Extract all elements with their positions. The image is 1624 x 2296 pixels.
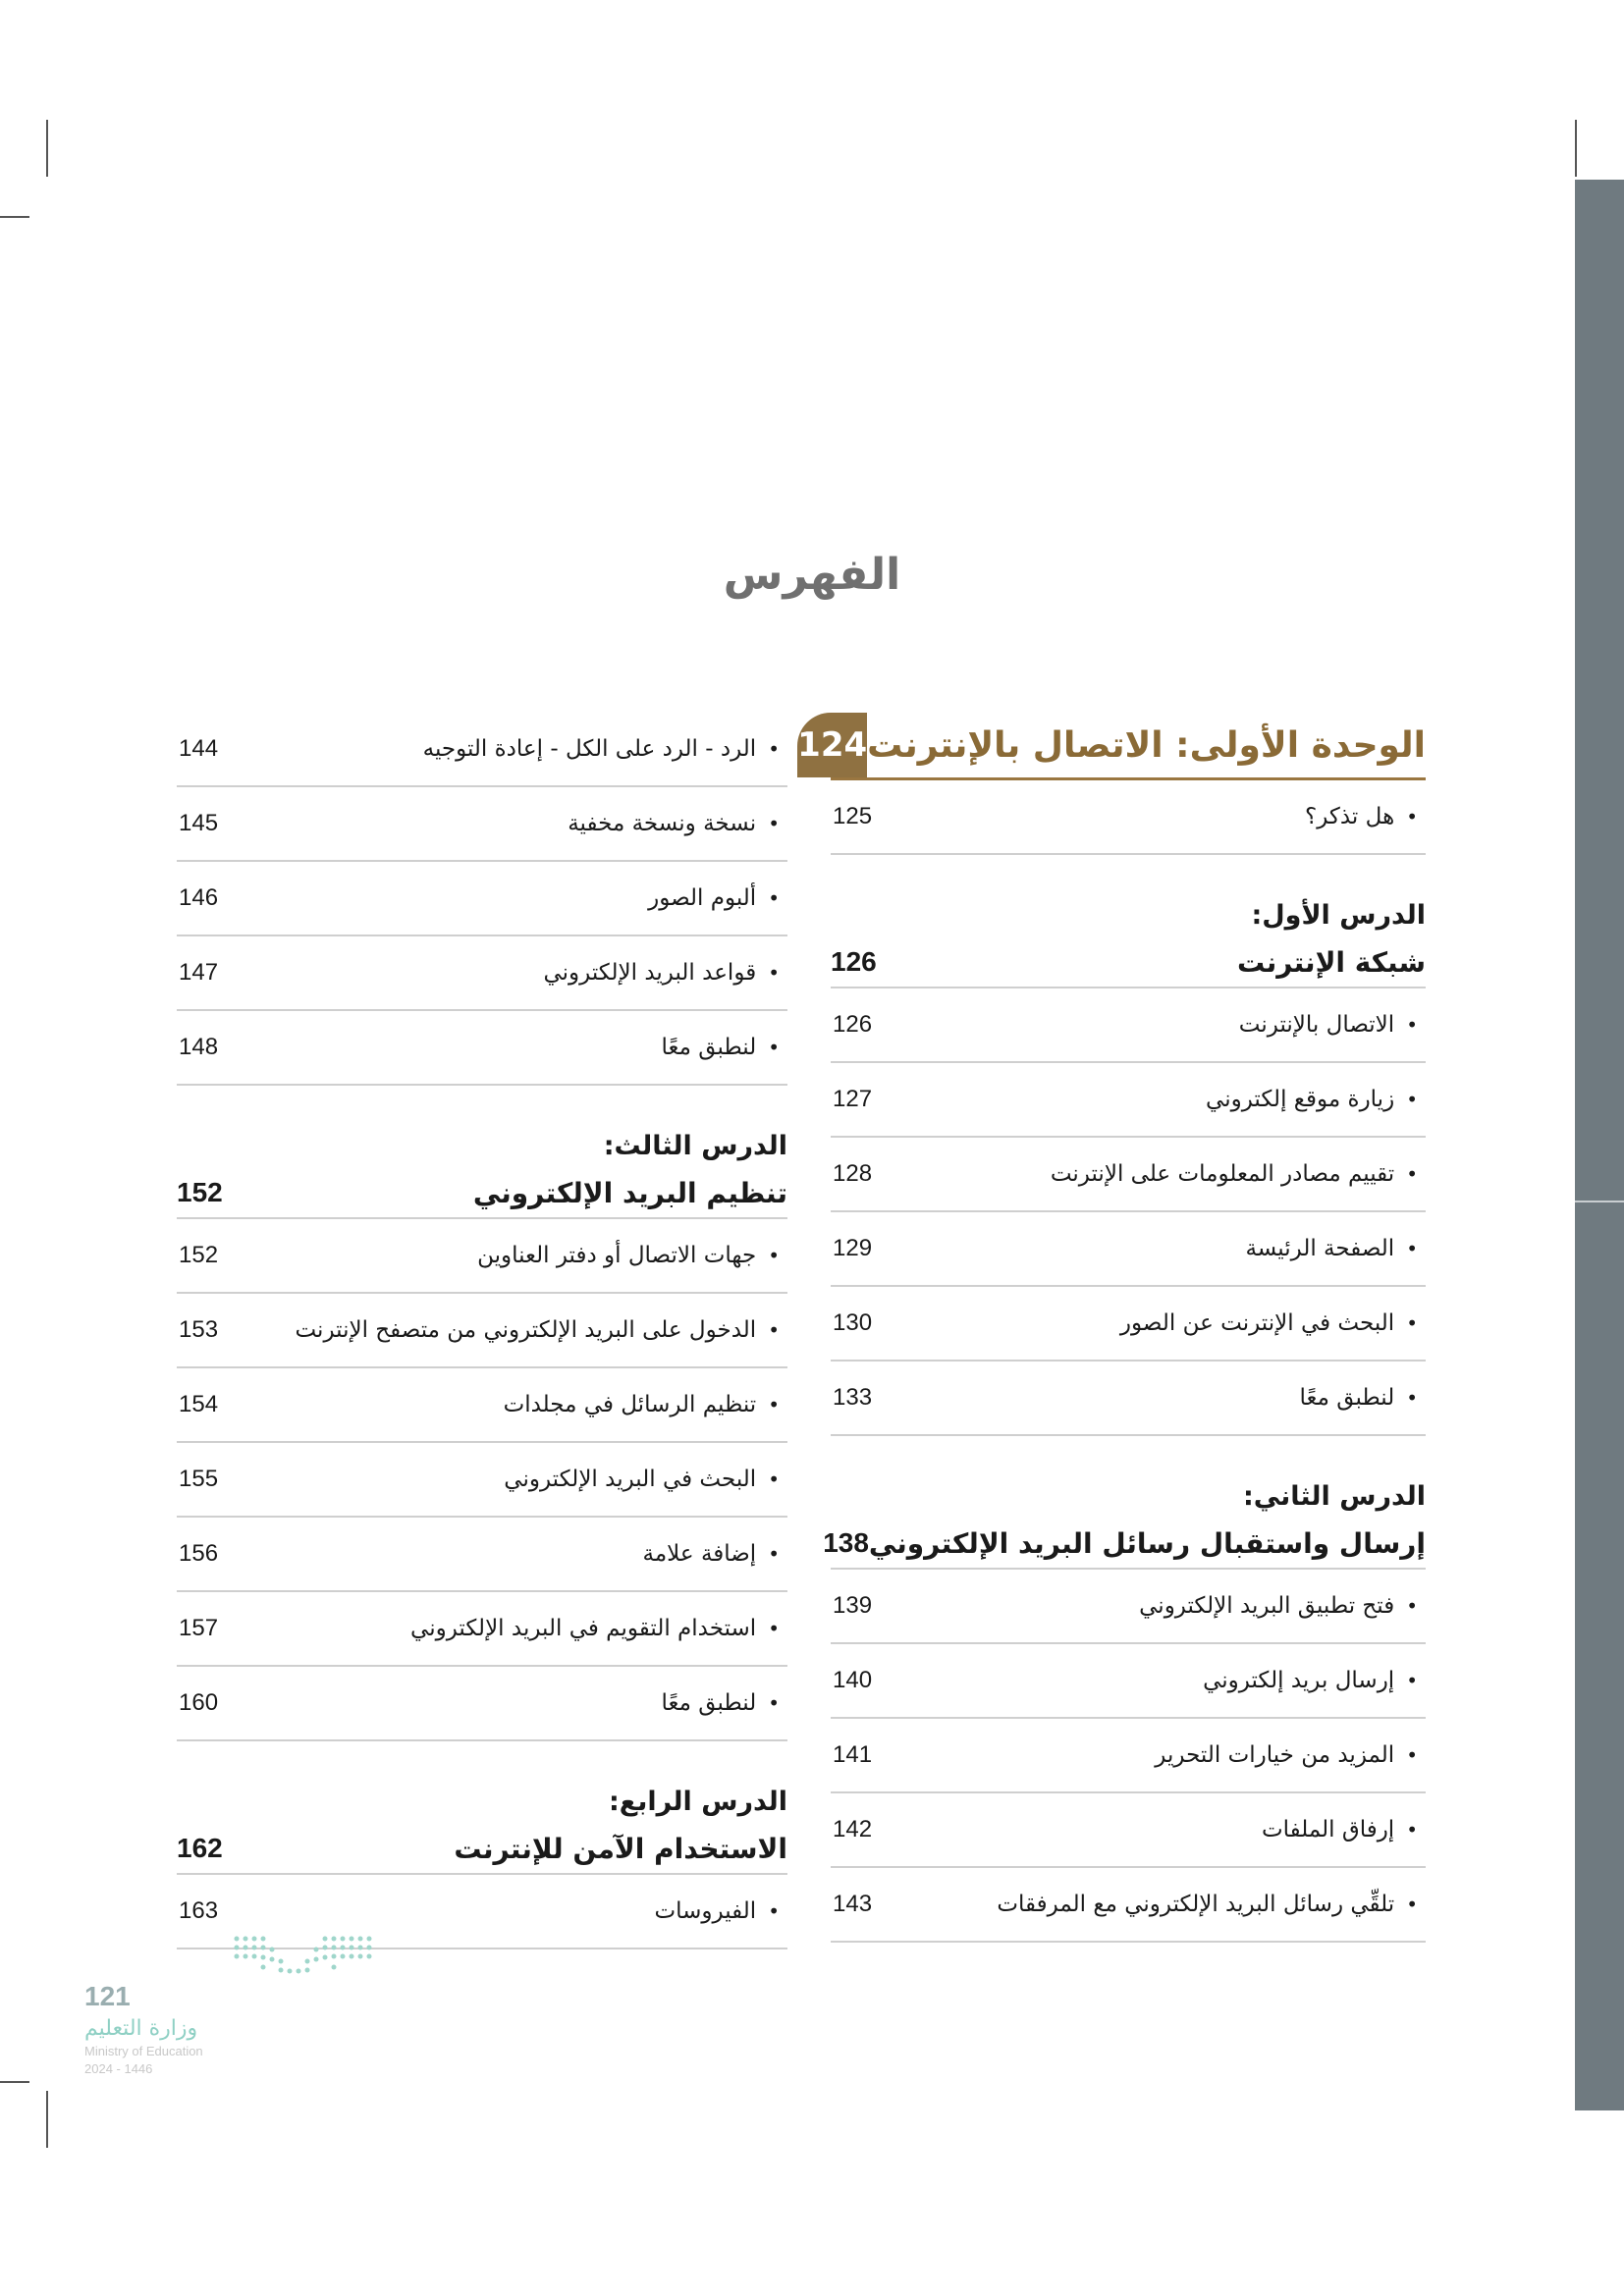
toc-entry[interactable] bbox=[177, 1518, 787, 1592]
bullet-icon: • bbox=[1406, 1311, 1418, 1335]
toc-entry[interactable] bbox=[831, 1570, 1426, 1644]
toc-entry[interactable] bbox=[177, 862, 787, 936]
lesson-block bbox=[177, 1781, 787, 1875]
toc-entry-page: 139 bbox=[833, 1592, 873, 1619]
toc-entry-label: البحث في البريد الإلكتروني bbox=[504, 1467, 757, 1492]
toc-entry[interactable] bbox=[831, 1063, 1426, 1138]
toc-entry-page: 133 bbox=[833, 1384, 873, 1411]
toc-entry-page: 156 bbox=[179, 1540, 219, 1567]
page-number: 121 bbox=[84, 1981, 131, 2011]
lesson-heading: الدرس الثالث: bbox=[603, 1131, 787, 1161]
toc-entry[interactable] bbox=[177, 1368, 787, 1443]
toc-entry-label: إرسال بريد إلكتروني bbox=[1203, 1668, 1395, 1693]
unit-header bbox=[797, 713, 1426, 780]
toc-entry[interactable] bbox=[831, 1138, 1426, 1212]
toc-entry-page: 163 bbox=[179, 1897, 219, 1924]
toc-entry-page: 144 bbox=[179, 735, 219, 762]
toc-entry[interactable] bbox=[177, 713, 787, 787]
side-tab-notch bbox=[1575, 1201, 1624, 1202]
bullet-icon: • bbox=[1406, 1594, 1418, 1618]
toc-entry[interactable] bbox=[831, 1868, 1426, 1943]
toc-entry-label: الدخول على البريد الإلكتروني من متصفح الإنترنت bbox=[295, 1317, 757, 1343]
bullet-icon: • bbox=[1406, 1386, 1418, 1410]
toc-entry-label: لنطبق معًا bbox=[661, 1690, 757, 1716]
toc-entry[interactable] bbox=[177, 936, 787, 1011]
lesson-page: 152 bbox=[177, 1177, 223, 1207]
bullet-icon: • bbox=[768, 1691, 780, 1715]
lesson-heading: الدرس الأول: bbox=[1251, 900, 1426, 931]
bullet-icon: • bbox=[768, 1036, 780, 1059]
toc-entry-page: 143 bbox=[833, 1891, 873, 1917]
bullet-icon: • bbox=[1406, 1013, 1418, 1037]
lesson-page: 126 bbox=[831, 946, 877, 977]
ministry-name-ar: وزارة التعليم bbox=[84, 2016, 198, 2041]
lesson-block bbox=[831, 894, 1426, 988]
bullet-icon: • bbox=[768, 961, 780, 985]
ministry-logo-icon bbox=[232, 1934, 379, 1983]
bullet-icon: • bbox=[768, 1393, 780, 1416]
toc-entry[interactable] bbox=[831, 1362, 1426, 1436]
toc-entry-label: لنطبق معًا bbox=[1299, 1385, 1395, 1411]
bullet-icon: • bbox=[1406, 1893, 1418, 1916]
toc-entry-page: 141 bbox=[833, 1741, 873, 1768]
toc-entry-page: 157 bbox=[179, 1615, 219, 1641]
toc-entry-page: 153 bbox=[179, 1316, 219, 1343]
toc-entry-label: فتح تطبيق البريد الإلكتروني bbox=[1139, 1593, 1395, 1619]
unit-title: الوحدة الأولى: الاتصال بالإنترنت bbox=[867, 724, 1426, 766]
toc-entry-page: 142 bbox=[833, 1816, 873, 1842]
toc-entry-label: جهات الاتصال أو دفتر العناوين bbox=[477, 1243, 757, 1268]
crop-mark bbox=[46, 2091, 48, 2148]
toc-entry[interactable] bbox=[177, 787, 787, 862]
toc-entry-page: 140 bbox=[833, 1667, 873, 1693]
toc-entry-page: 145 bbox=[179, 810, 219, 836]
toc-entry-label: المزيد من خيارات التحرير bbox=[1155, 1742, 1395, 1768]
bullet-icon: • bbox=[768, 886, 780, 910]
toc-entry-page: 127 bbox=[833, 1086, 873, 1112]
bullet-icon: • bbox=[1406, 1743, 1418, 1767]
toc-entry-page: 146 bbox=[179, 884, 219, 911]
bullet-icon: • bbox=[768, 1244, 780, 1267]
bullet-icon: • bbox=[1406, 1669, 1418, 1692]
bullet-icon: • bbox=[1406, 1818, 1418, 1842]
toc-entry-label: لنطبق معًا bbox=[661, 1035, 757, 1060]
toc-entry-label: استخدام التقويم في البريد الإلكتروني bbox=[410, 1616, 757, 1641]
toc-entry-label: تقييم مصادر المعلومات على الإنترنت bbox=[1050, 1161, 1395, 1187]
toc-entry-label: الصفحة الرئيسة bbox=[1245, 1236, 1395, 1261]
lesson-title-row[interactable] bbox=[823, 1519, 1426, 1570]
toc-entry-label: إضافة علامة bbox=[642, 1541, 757, 1567]
toc-entry-page: 148 bbox=[179, 1034, 219, 1060]
toc-entry[interactable] bbox=[831, 988, 1426, 1063]
toc-entry-page: 128 bbox=[833, 1160, 873, 1187]
lesson-title: تنظيم البريد الإلكتروني bbox=[472, 1176, 787, 1209]
toc-entry-page: 160 bbox=[179, 1689, 219, 1716]
toc-entry-page: 155 bbox=[179, 1466, 219, 1492]
toc-entry-label: نسخة ونسخة مخفية bbox=[568, 811, 757, 836]
toc-entry-label: إرفاق الملفات bbox=[1261, 1817, 1395, 1842]
toc-column-right bbox=[797, 713, 1426, 1943]
toc-entry-page: 129 bbox=[833, 1235, 873, 1261]
toc-entry-label: الاتصال بالإنترنت bbox=[1238, 1012, 1395, 1038]
toc-entry[interactable] bbox=[831, 1644, 1426, 1719]
toc-entry[interactable] bbox=[177, 1592, 787, 1667]
toc-entry-page: 152 bbox=[179, 1242, 219, 1268]
bullet-icon: • bbox=[768, 737, 780, 761]
crop-mark bbox=[46, 120, 48, 177]
toc-entry-label: تلقِّي رسائل البريد الإلكتروني مع المرفقات bbox=[997, 1892, 1395, 1917]
bullet-icon: • bbox=[1406, 805, 1418, 828]
side-tab bbox=[1575, 180, 1624, 2110]
crop-mark bbox=[0, 216, 29, 218]
bullet-icon: • bbox=[1406, 1162, 1418, 1186]
toc-entry-label: الرد - الرد على الكل - إعادة التوجيه bbox=[422, 736, 757, 762]
toc-entry-label: ألبوم الصور bbox=[648, 885, 757, 911]
toc-entry-label: قواعد البريد الإلكتروني bbox=[543, 960, 757, 986]
bullet-icon: • bbox=[768, 1468, 780, 1491]
unit-page-badge: 124 bbox=[797, 713, 867, 777]
toc-entry-label: زيارة موقع إلكتروني bbox=[1206, 1087, 1395, 1112]
toc-entry[interactable] bbox=[177, 1294, 787, 1368]
toc-entry-page: 130 bbox=[833, 1309, 873, 1336]
lesson-block bbox=[177, 1125, 787, 1219]
toc-entry-label: هل تذكر؟ bbox=[1305, 804, 1395, 829]
bullet-icon: • bbox=[768, 1899, 780, 1923]
bullet-icon: • bbox=[768, 812, 780, 835]
lesson-heading: الدرس الثاني: bbox=[1243, 1481, 1426, 1512]
toc-entry-label: الفيروسات bbox=[654, 1898, 757, 1924]
toc-entry-page: 126 bbox=[833, 1011, 873, 1038]
lesson-page: 138 bbox=[823, 1527, 869, 1558]
lesson-title: الاستخدام الآمن للإنترنت bbox=[454, 1832, 787, 1865]
toc-entry[interactable] bbox=[177, 1219, 787, 1294]
lesson-title-row[interactable] bbox=[177, 1824, 787, 1875]
crop-mark bbox=[0, 2081, 29, 2083]
toc-entry[interactable] bbox=[831, 1719, 1426, 1793]
toc-entry-label: تنظيم الرسائل في مجلدات bbox=[503, 1392, 757, 1417]
bullet-icon: • bbox=[768, 1542, 780, 1566]
bullet-icon: • bbox=[1406, 1237, 1418, 1260]
toc-entry[interactable] bbox=[177, 1667, 787, 1741]
toc-entry-page: 125 bbox=[833, 803, 873, 829]
lesson-title: شبكة الإنترنت bbox=[1237, 945, 1426, 979]
ministry-name-en: Ministry of Education bbox=[84, 2044, 203, 2058]
toc-entry[interactable] bbox=[831, 1287, 1426, 1362]
lesson-title-row[interactable] bbox=[831, 937, 1426, 988]
toc-entry[interactable] bbox=[177, 1443, 787, 1518]
bullet-icon: • bbox=[768, 1318, 780, 1342]
lesson-title-row[interactable] bbox=[177, 1168, 787, 1219]
edition-year: 2024 - 1446 bbox=[84, 2061, 153, 2076]
toc-column-left bbox=[177, 713, 787, 1949]
toc-entry-page: 154 bbox=[179, 1391, 219, 1417]
lesson-block bbox=[823, 1475, 1426, 1570]
toc-entry[interactable] bbox=[831, 1212, 1426, 1287]
toc-entry-page: 147 bbox=[179, 959, 219, 986]
lesson-title: إرسال واستقبال رسائل البريد الإلكتروني bbox=[868, 1526, 1426, 1560]
crop-mark bbox=[1575, 120, 1577, 177]
toc-entry[interactable] bbox=[831, 1793, 1426, 1868]
bullet-icon: • bbox=[768, 1617, 780, 1640]
bullet-icon: • bbox=[1406, 1088, 1418, 1111]
page-title: الفهرس bbox=[723, 550, 901, 600]
lesson-page: 162 bbox=[177, 1833, 223, 1863]
toc-entry-label: البحث في الإنترنت عن الصور bbox=[1119, 1310, 1395, 1336]
lesson-heading: الدرس الرابع: bbox=[608, 1787, 787, 1817]
toc-entry[interactable] bbox=[177, 1011, 787, 1086]
toc-entry[interactable] bbox=[831, 780, 1426, 855]
